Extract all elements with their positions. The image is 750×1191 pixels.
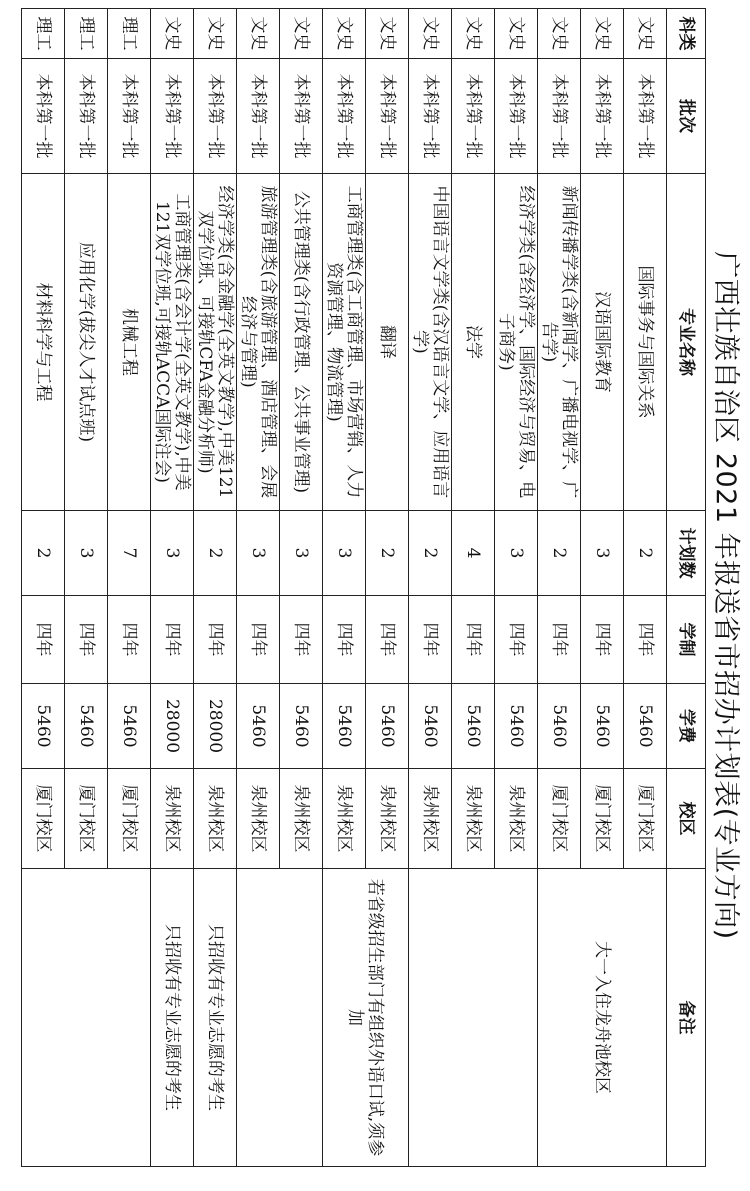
cell-remark: 只招收有专业志愿的考生 — [151, 869, 194, 1167]
cell-batch: 本科第一批 — [366, 59, 409, 174]
table-row — [624, 9, 667, 1167]
page-title: 广西壮族自治区 2021 年报送省市招办计划表(专业方向) — [710, 251, 741, 940]
cell-tuition: 5460 — [22, 684, 65, 769]
cell-major: 法学 — [452, 174, 495, 511]
cell-duration: 四年 — [22, 596, 65, 684]
enrollment-plan-table — [21, 8, 706, 1167]
cell-campus: 厦门校区 — [65, 769, 108, 869]
table-row — [108, 9, 151, 1167]
cell-category: 文史 — [280, 9, 323, 59]
header-plan: 计划数 — [667, 511, 706, 596]
cell-campus: 泉州校区 — [495, 769, 538, 869]
cell-batch: 本科第一批 — [624, 59, 667, 174]
cell-batch: 本科第一批 — [65, 59, 108, 174]
table-row — [151, 9, 194, 1167]
cell-campus: 泉州校区 — [194, 769, 237, 869]
cell-tuition: 5460 — [65, 684, 108, 769]
cell-plan: 2 — [194, 511, 237, 596]
cell-tuition: 5460 — [366, 684, 409, 769]
cell-duration: 四年 — [624, 596, 667, 684]
cell-duration: 四年 — [237, 596, 280, 684]
header-category: 科类 — [667, 9, 706, 59]
cell-batch: 本科第一批 — [581, 59, 624, 174]
cell-campus: 泉州校区 — [237, 769, 280, 869]
cell-campus: 厦门校区 — [624, 769, 667, 869]
cell-plan: 3 — [280, 511, 323, 596]
cell-batch: 本科第一批 — [151, 59, 194, 174]
cell-plan: 3 — [151, 511, 194, 596]
cell-major: 旅游管理类(含旅游管理、酒店管理、会展经济与管理) — [237, 174, 280, 511]
cell-category: 文史 — [323, 9, 366, 59]
cell-duration: 四年 — [366, 596, 409, 684]
cell-tuition: 5460 — [108, 684, 151, 769]
cell-category: 文史 — [581, 9, 624, 59]
cell-major: 翻译 — [366, 174, 409, 511]
cell-major: 经济学类(含金融学(全英文教学),中美121双学位班、可接轨CFA金融分析师) — [194, 174, 237, 511]
cell-campus: 泉州校区 — [280, 769, 323, 869]
cell-campus: 厦门校区 — [108, 769, 151, 869]
cell-category: 文史 — [194, 9, 237, 59]
cell-major: 工商管理类(含会计学(全英文教学),中美121双学位班,可接轨ACCA国际注会) — [151, 174, 194, 511]
cell-remark-empty — [409, 869, 538, 1167]
cell-duration: 四年 — [280, 596, 323, 684]
cell-duration: 四年 — [409, 596, 452, 684]
table-row — [495, 9, 538, 1167]
cell-category: 理工 — [22, 9, 65, 59]
cell-duration: 四年 — [538, 596, 581, 684]
cell-plan: 7 — [108, 511, 151, 596]
header-duration: 学制 — [667, 596, 706, 684]
cell-remark-empty — [237, 869, 323, 1167]
cell-batch: 本科第一批 — [538, 59, 581, 174]
cell-major: 新闻传播学类(含新闻学、广播电视学、广告学) — [538, 174, 581, 511]
cell-plan: 3 — [323, 511, 366, 596]
cell-batch: 本科第一批 — [323, 59, 366, 174]
cell-tuition: 5460 — [237, 684, 280, 769]
cell-tuition: 5460 — [452, 684, 495, 769]
header-batch: 批次 — [667, 59, 706, 174]
cell-plan: 2 — [624, 511, 667, 596]
cell-batch: 本科第一批 — [495, 59, 538, 174]
cell-plan: 4 — [452, 511, 495, 596]
cell-duration: 四年 — [108, 596, 151, 684]
cell-campus: 厦门校区 — [581, 769, 624, 869]
cell-batch: 本科第一批 — [452, 59, 495, 174]
cell-duration: 四年 — [194, 596, 237, 684]
cell-category: 文史 — [624, 9, 667, 59]
cell-campus: 泉州校区 — [151, 769, 194, 869]
cell-plan: 3 — [581, 511, 624, 596]
cell-tuition: 5460 — [581, 684, 624, 769]
header-major: 专业名称 — [667, 174, 706, 511]
cell-campus: 泉州校区 — [452, 769, 495, 869]
cell-batch: 本科第一批 — [237, 59, 280, 174]
header-remark: 备注 — [667, 869, 706, 1167]
cell-plan: 3 — [237, 511, 280, 596]
cell-remark-empty — [22, 869, 151, 1167]
cell-campus: 泉州校区 — [409, 769, 452, 869]
cell-major: 公共管理类(含行政管理、公共事业管理) — [280, 174, 323, 511]
table-row — [280, 9, 323, 1167]
cell-category: 文史 — [151, 9, 194, 59]
cell-category: 文史 — [237, 9, 280, 59]
cell-campus: 泉州校区 — [366, 769, 409, 869]
cell-category: 理工 — [65, 9, 108, 59]
cell-plan: 2 — [366, 511, 409, 596]
cell-plan: 3 — [495, 511, 538, 596]
cell-plan: 2 — [22, 511, 65, 596]
cell-duration: 四年 — [323, 596, 366, 684]
cell-campus: 厦门校区 — [538, 769, 581, 869]
table-row — [194, 9, 237, 1167]
cell-major: 应用化学(拔尖人才试点班) — [65, 174, 108, 511]
cell-duration: 四年 — [581, 596, 624, 684]
cell-tuition: 28000 — [194, 684, 237, 769]
cell-tuition: 5460 — [323, 684, 366, 769]
cell-batch: 本科第一批 — [280, 59, 323, 174]
cell-campus: 泉州校区 — [323, 769, 366, 869]
header-tuition: 学费 — [667, 684, 706, 769]
cell-category: 文史 — [538, 9, 581, 59]
cell-major: 中国语言文学类(含汉语言文学、应用语言学) — [409, 174, 452, 511]
cell-category: 理工 — [108, 9, 151, 59]
cell-duration: 四年 — [452, 596, 495, 684]
cell-duration: 四年 — [495, 596, 538, 684]
cell-campus: 厦门校区 — [22, 769, 65, 869]
cell-category: 文史 — [452, 9, 495, 59]
header-row — [667, 9, 706, 1167]
cell-batch: 本科第一批 — [194, 59, 237, 174]
cell-batch: 本科第一批 — [409, 59, 452, 174]
cell-plan: 2 — [538, 511, 581, 596]
cell-category: 文史 — [409, 9, 452, 59]
cell-major: 国际事务与国际关系 — [624, 174, 667, 511]
cell-duration: 四年 — [151, 596, 194, 684]
cell-major: 工商管理类(含工商管理、市场营销、人力资源管理、物流管理) — [323, 174, 366, 511]
cell-remark: 若省级招生部门有组织外语口试,须参加 — [323, 869, 409, 1167]
cell-category: 文史 — [495, 9, 538, 59]
cell-major: 经济学类(含经济学、国际经济与贸易、电子商务) — [495, 174, 538, 511]
cell-major: 材料科学与工程 — [22, 174, 65, 511]
table-row — [366, 9, 409, 1167]
cell-tuition: 5460 — [280, 684, 323, 769]
cell-plan: 2 — [409, 511, 452, 596]
cell-tuition: 5460 — [409, 684, 452, 769]
cell-remark: 只招收有专业志愿的考生 — [194, 869, 237, 1167]
cell-batch: 本科第一批 — [108, 59, 151, 174]
header-campus: 校区 — [667, 769, 706, 869]
cell-remark: 大一入住龙舟池校区 — [538, 869, 667, 1167]
cell-tuition: 5460 — [624, 684, 667, 769]
cell-major: 汉语国际教育 — [581, 174, 624, 511]
cell-tuition: 5460 — [495, 684, 538, 769]
cell-duration: 四年 — [65, 596, 108, 684]
cell-batch: 本科第一批 — [22, 59, 65, 174]
cell-category: 文史 — [366, 9, 409, 59]
cell-tuition: 28000 — [151, 684, 194, 769]
cell-tuition: 5460 — [538, 684, 581, 769]
cell-major: 机械工程 — [108, 174, 151, 511]
cell-plan: 3 — [65, 511, 108, 596]
